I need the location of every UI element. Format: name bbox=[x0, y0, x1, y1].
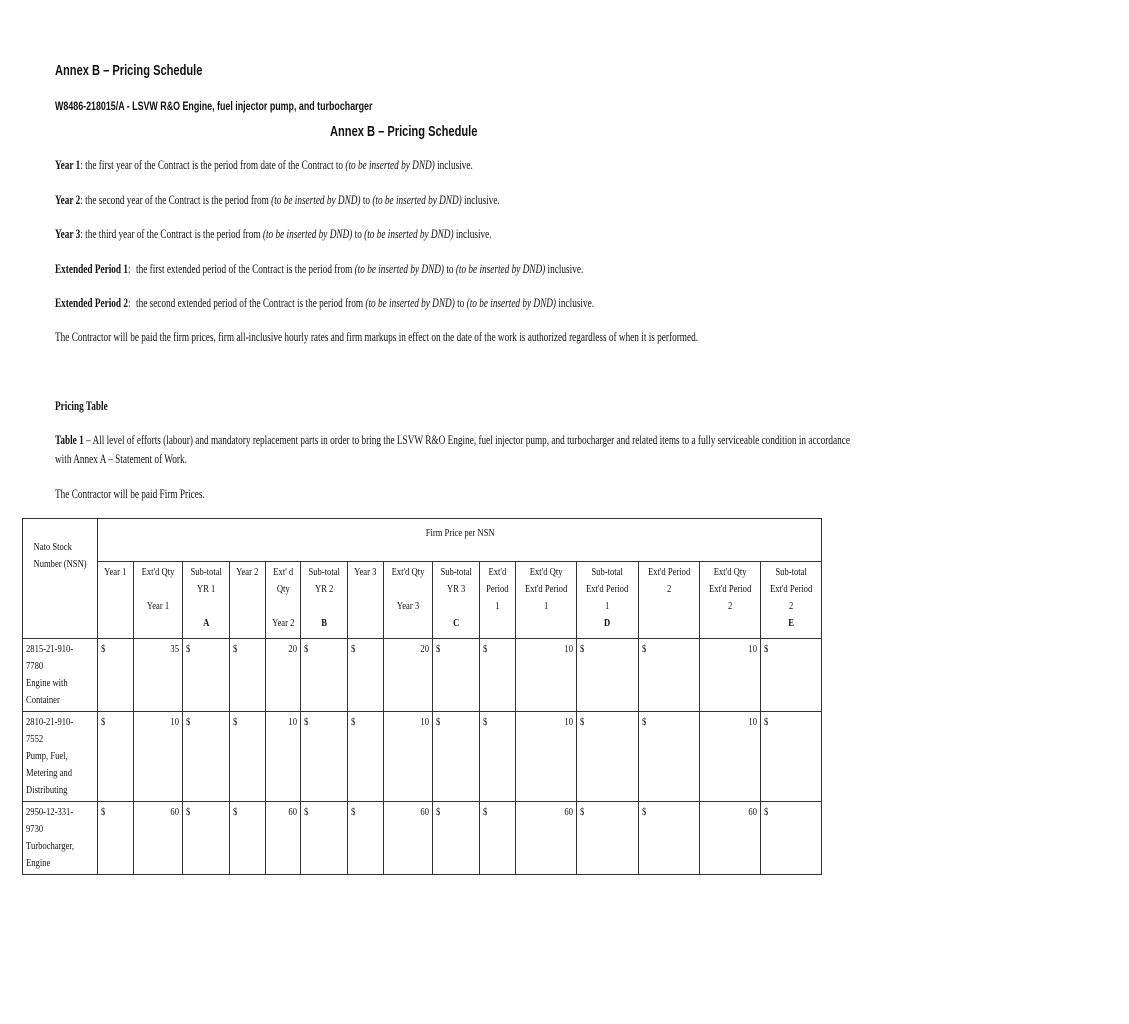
cell-line: Ext'd Qty bbox=[529, 566, 563, 578]
currency-symbol: $ bbox=[764, 643, 769, 655]
currency-symbol: $ bbox=[764, 716, 769, 728]
quantity-value: 20 bbox=[420, 643, 429, 655]
cell-line: Sub-total bbox=[775, 566, 807, 578]
ext1-to: to bbox=[444, 262, 456, 276]
cell-text bbox=[309, 564, 340, 632]
ext1-text: the first extended period of the Contract is the period from bbox=[136, 262, 355, 276]
quantity-cell bbox=[699, 802, 760, 875]
table1-description-line2 bbox=[55, 452, 233, 467]
ext2-text: the second extended period of the Contract is the period from bbox=[136, 296, 366, 310]
cell-text bbox=[104, 564, 126, 581]
cell-line: Engine bbox=[26, 857, 51, 869]
year2-suffix: inclusive. bbox=[461, 193, 500, 207]
price-cell bbox=[432, 639, 479, 712]
contractor-note bbox=[55, 330, 924, 345]
year3-placeholder-start: (to be inserted by DND) bbox=[262, 227, 353, 241]
cell-line bbox=[440, 598, 471, 615]
cell-line: YR 1 bbox=[196, 583, 216, 595]
year1-label: Year 1 bbox=[55, 158, 81, 172]
header-row-1 bbox=[23, 519, 822, 562]
pricing-table bbox=[22, 518, 822, 875]
column-header bbox=[348, 562, 384, 639]
quantity-value: 60 bbox=[170, 806, 179, 818]
cell-line: Year 3 bbox=[396, 600, 420, 612]
quantity-cell bbox=[133, 712, 182, 802]
price-cell bbox=[761, 802, 822, 875]
currency-symbol: $ bbox=[233, 806, 238, 818]
price-cell bbox=[182, 802, 229, 875]
year2-paragraph bbox=[55, 193, 656, 208]
cell-text bbox=[440, 564, 471, 632]
quantity-cell bbox=[133, 639, 182, 712]
cell-text bbox=[26, 714, 73, 799]
table1-label: Table 1 bbox=[55, 433, 84, 447]
column-header bbox=[761, 562, 822, 639]
price-cell bbox=[638, 802, 699, 875]
ext2-colon: : bbox=[127, 296, 131, 310]
currency-symbol: $ bbox=[304, 716, 309, 728]
cell-line: YR 3 bbox=[446, 583, 466, 595]
price-cell bbox=[480, 712, 516, 802]
cell-text bbox=[190, 564, 221, 632]
quantity-value: 10 bbox=[420, 716, 429, 728]
pricing-table-container bbox=[22, 518, 822, 875]
cell-text bbox=[709, 564, 751, 615]
column-header bbox=[230, 562, 266, 639]
cell-line: Ext'd Period bbox=[769, 583, 813, 595]
currency-symbol: $ bbox=[101, 716, 106, 728]
cell-line bbox=[309, 598, 340, 615]
quantity-cell bbox=[265, 802, 301, 875]
cell-line: 2950-12-331- bbox=[26, 806, 74, 818]
cell-line: 1 bbox=[495, 600, 500, 612]
ext1-paragraph bbox=[136, 262, 740, 277]
currency-symbol: $ bbox=[435, 643, 441, 655]
column-header bbox=[383, 562, 432, 639]
firm-prices-note-text: The Contractor will be paid Firm Prices. bbox=[55, 487, 205, 501]
cell-line: Year 2 bbox=[236, 566, 259, 578]
nsn-header-line: Number (NSN) bbox=[33, 558, 87, 570]
column-header bbox=[301, 562, 348, 639]
quantity-cell bbox=[265, 639, 301, 712]
year1-suffix: inclusive. bbox=[434, 158, 473, 172]
currency-symbol: $ bbox=[641, 643, 646, 655]
quantity-cell bbox=[516, 802, 577, 875]
currency-symbol: $ bbox=[185, 716, 190, 728]
cell-line bbox=[141, 581, 174, 598]
cell-line: Ext' d bbox=[272, 566, 293, 578]
currency-symbol: $ bbox=[435, 716, 441, 728]
cell-line: 2 bbox=[727, 600, 733, 612]
currency-symbol: $ bbox=[641, 806, 646, 818]
ext1-suffix: inclusive. bbox=[545, 262, 584, 276]
quantity-cell bbox=[383, 639, 432, 712]
cell-line: 1 bbox=[605, 600, 610, 612]
price-cell bbox=[348, 639, 384, 712]
currency-symbol: $ bbox=[483, 716, 488, 728]
cell-line: Container bbox=[26, 694, 60, 706]
cell-line: Turbocharger, bbox=[26, 840, 75, 852]
ext1-colon: : bbox=[127, 262, 131, 276]
currency-symbol: $ bbox=[233, 716, 238, 728]
cell-line: 2810-21-910- bbox=[26, 716, 74, 728]
currency-symbol: $ bbox=[185, 806, 190, 818]
cell-line: Sub-total bbox=[591, 566, 624, 578]
cell-line: Engine with bbox=[26, 677, 68, 689]
quantity-cell bbox=[516, 712, 577, 802]
quantity-value: 35 bbox=[170, 643, 179, 655]
currency-symbol: $ bbox=[351, 643, 356, 655]
cell-line: B bbox=[321, 617, 328, 629]
cell-line: Ext'd Qty bbox=[713, 566, 747, 578]
document-header-subtitle bbox=[55, 99, 484, 113]
currency-symbol: $ bbox=[483, 806, 488, 818]
cell-line: Ext'd Period bbox=[525, 583, 568, 595]
year1-text: : the first year of the Contract is the period from date of the Contract to bbox=[80, 158, 346, 172]
header-row-2 bbox=[23, 562, 822, 639]
quantity-value: 10 bbox=[564, 716, 574, 728]
firm-price-header bbox=[98, 519, 822, 562]
table-row bbox=[23, 802, 822, 875]
cell-line bbox=[272, 598, 294, 615]
year3-paragraph bbox=[55, 227, 645, 242]
cell-text bbox=[586, 564, 628, 632]
column-header bbox=[182, 562, 229, 639]
price-cell bbox=[761, 712, 822, 802]
ext2-to: to bbox=[454, 296, 467, 310]
page-title-text: Annex B – Pricing Schedule bbox=[330, 123, 478, 140]
quantity-value: 60 bbox=[748, 806, 757, 818]
cell-text bbox=[647, 564, 689, 598]
price-cell bbox=[98, 802, 134, 875]
price-cell bbox=[230, 639, 266, 712]
price-cell bbox=[480, 802, 516, 875]
currency-symbol: $ bbox=[304, 643, 309, 655]
currency-symbol: $ bbox=[580, 643, 585, 655]
cell-text bbox=[26, 641, 73, 709]
price-cell bbox=[480, 639, 516, 712]
cell-line: Qty bbox=[276, 583, 290, 595]
cell-line: Period bbox=[486, 583, 509, 595]
currency-symbol: $ bbox=[233, 643, 238, 655]
cell-line: Ext'd Qty bbox=[391, 566, 425, 578]
cell-text bbox=[26, 804, 74, 872]
cell-line: C bbox=[453, 617, 460, 629]
column-header bbox=[133, 562, 182, 639]
quantity-cell bbox=[383, 802, 432, 875]
cell-line: Year 1 bbox=[146, 600, 169, 612]
column-header bbox=[265, 562, 301, 639]
column-header bbox=[699, 562, 760, 639]
cell-line: Ext'd Qty bbox=[141, 566, 175, 578]
year2-placeholder-end: (to be inserted by DND) bbox=[372, 193, 462, 207]
price-cell bbox=[301, 639, 348, 712]
table-row bbox=[23, 712, 822, 802]
cell-line: Metering and bbox=[26, 767, 72, 779]
document-header-title bbox=[55, 62, 254, 79]
currency-symbol: $ bbox=[351, 716, 356, 728]
price-cell bbox=[577, 712, 638, 802]
cell-line: Year 3 bbox=[354, 566, 377, 578]
column-header bbox=[577, 562, 638, 639]
quantity-cell bbox=[699, 639, 760, 712]
price-cell bbox=[182, 712, 229, 802]
cell-text bbox=[392, 564, 425, 615]
quantity-value: 10 bbox=[748, 716, 757, 728]
cell-line: 2815-21-910- bbox=[26, 643, 74, 655]
price-cell bbox=[638, 639, 699, 712]
currency-symbol: $ bbox=[641, 716, 646, 728]
cell-line: 2 bbox=[788, 600, 794, 612]
column-header bbox=[516, 562, 577, 639]
column-header bbox=[638, 562, 699, 639]
year3-to: to bbox=[352, 227, 365, 241]
year2-to: to bbox=[360, 193, 373, 207]
currency-symbol: $ bbox=[483, 643, 488, 655]
cell-line: Year 2 bbox=[271, 617, 294, 629]
price-cell bbox=[230, 712, 266, 802]
cell-line: Ext'd Period bbox=[647, 566, 690, 578]
price-cell bbox=[182, 639, 229, 712]
quantity-value: 10 bbox=[170, 716, 179, 728]
ext1-placeholder-start: (to be inserted by DND) bbox=[354, 262, 445, 276]
currency-symbol: $ bbox=[185, 643, 190, 655]
cell-text bbox=[525, 564, 567, 615]
quantity-cell bbox=[699, 712, 760, 802]
cell-line: Pump, Fuel, bbox=[26, 750, 68, 762]
currency-symbol: $ bbox=[101, 806, 106, 818]
column-header bbox=[432, 562, 479, 639]
quantity-value: 60 bbox=[288, 806, 298, 818]
cell-text bbox=[141, 564, 174, 615]
cell-text bbox=[355, 564, 377, 581]
ext2-placeholder-end: (to be inserted by DND) bbox=[466, 296, 557, 310]
year2-label: Year 2 bbox=[55, 193, 81, 207]
cell-line: 7552 bbox=[26, 733, 44, 745]
price-cell bbox=[348, 802, 384, 875]
price-cell bbox=[761, 639, 822, 712]
header-subtitle-text: W8486-218015/A - LSVW R&O Engine, fuel injector pump, and turbocharger bbox=[55, 99, 373, 113]
year3-suffix: inclusive. bbox=[453, 227, 492, 241]
quantity-value: 60 bbox=[564, 806, 574, 818]
cell-line bbox=[190, 598, 221, 615]
ext2-suffix: inclusive. bbox=[556, 296, 595, 310]
cell-line: D bbox=[604, 617, 611, 629]
ext2-placeholder-start: (to be inserted by DND) bbox=[365, 296, 455, 310]
cell-line: Sub-total bbox=[190, 566, 222, 578]
currency-symbol: $ bbox=[764, 806, 769, 818]
cell-text bbox=[770, 564, 812, 632]
cell-line: 7780 bbox=[26, 660, 44, 672]
cell-line: Sub-total bbox=[440, 566, 472, 578]
year3-label: Year 3 bbox=[55, 227, 81, 241]
price-cell bbox=[432, 802, 479, 875]
price-cell bbox=[301, 802, 348, 875]
cell-line: 2 bbox=[666, 583, 671, 595]
table-row bbox=[23, 639, 822, 712]
ext2-label: Extended Period 2 bbox=[55, 296, 128, 310]
nsn-cell bbox=[23, 802, 98, 875]
column-header bbox=[98, 562, 134, 639]
cell-line: Year 1 bbox=[104, 566, 127, 578]
year3-text: : the third year of the Contract is the period from bbox=[80, 227, 263, 241]
nsn-cell bbox=[23, 639, 98, 712]
table1-text-line1: – All level of efforts (labour) and mandatory replacement parts in order to bring the LSVW R&O Engine, fuel injector pump, and turbocharger and related items to a fully serviceable condition in accordance bbox=[83, 433, 850, 447]
quantity-cell bbox=[133, 802, 182, 875]
quantity-value: 60 bbox=[420, 806, 429, 818]
ext1-placeholder-end: (to be inserted by DND) bbox=[455, 262, 546, 276]
pricing-table-heading bbox=[55, 399, 126, 414]
price-cell bbox=[577, 639, 638, 712]
year1-paragraph bbox=[55, 158, 620, 173]
currency-symbol: $ bbox=[304, 806, 309, 818]
cell-line: 9730 bbox=[26, 823, 44, 835]
quantity-value: 20 bbox=[288, 643, 298, 655]
price-cell bbox=[638, 712, 699, 802]
ext2-paragraph bbox=[136, 296, 755, 311]
price-cell bbox=[432, 712, 479, 802]
cell-line: Ext'd Period bbox=[708, 583, 752, 595]
currency-symbol: $ bbox=[101, 643, 106, 655]
year1-placeholder: (to be inserted by DND) bbox=[345, 158, 435, 172]
ext1-label: Extended Period 1 bbox=[55, 262, 128, 276]
cell-line bbox=[392, 581, 425, 598]
cell-line: E bbox=[788, 617, 794, 629]
cell-text bbox=[236, 564, 258, 581]
pricing-table-heading-text: Pricing Table bbox=[55, 399, 108, 413]
header-title-text: Annex B – Pricing Schedule bbox=[55, 62, 203, 79]
table1-text-line2: with Annex A – Statement of Work. bbox=[55, 452, 187, 466]
quantity-cell bbox=[383, 712, 432, 802]
currency-symbol: $ bbox=[580, 806, 585, 818]
page-title bbox=[330, 123, 529, 140]
quantity-cell bbox=[516, 639, 577, 712]
nsn-cell bbox=[23, 712, 98, 802]
price-cell bbox=[301, 712, 348, 802]
cell-line: YR 2 bbox=[315, 583, 334, 595]
firm-prices-note bbox=[55, 487, 257, 502]
price-cell bbox=[98, 639, 134, 712]
currency-symbol: $ bbox=[351, 806, 356, 818]
cell-line: Distributing bbox=[26, 784, 68, 796]
quantity-cell bbox=[265, 712, 301, 802]
currency-symbol: $ bbox=[580, 716, 585, 728]
cell-line: A bbox=[202, 617, 209, 629]
cell-line: Sub-total bbox=[308, 566, 340, 578]
cell-text bbox=[272, 564, 294, 632]
cell-line: Ext'd Period bbox=[586, 583, 629, 595]
year2-placeholder-start: (to be inserted by DND) bbox=[271, 193, 361, 207]
price-cell bbox=[577, 802, 638, 875]
price-cell bbox=[98, 712, 134, 802]
quantity-value: 10 bbox=[288, 716, 298, 728]
cell-text bbox=[486, 564, 508, 615]
firm-price-header-text: Firm Price per NSN bbox=[425, 527, 495, 539]
nsn-header-text bbox=[33, 539, 86, 573]
currency-symbol: $ bbox=[435, 806, 441, 818]
table1-description bbox=[55, 433, 1129, 448]
quantity-value: 10 bbox=[564, 643, 574, 655]
nsn-header bbox=[23, 519, 98, 639]
nsn-header-line: Nato Stock bbox=[33, 541, 72, 553]
quantity-value: 10 bbox=[748, 643, 757, 655]
contractor-note-text: The Contractor will be paid the firm prices, firm all-inclusive hourly rates and firm markups in effect on the date of the work is authorized regardless of when it is performed. bbox=[55, 330, 699, 344]
year2-text: : the second year of the Contract is the period from bbox=[80, 193, 272, 207]
year3-placeholder-end: (to be inserted by DND) bbox=[364, 227, 454, 241]
price-cell bbox=[230, 802, 266, 875]
column-header bbox=[480, 562, 516, 639]
cell-line: 1 bbox=[544, 600, 549, 612]
cell-line: Ext'd bbox=[488, 566, 507, 578]
price-cell bbox=[348, 712, 384, 802]
